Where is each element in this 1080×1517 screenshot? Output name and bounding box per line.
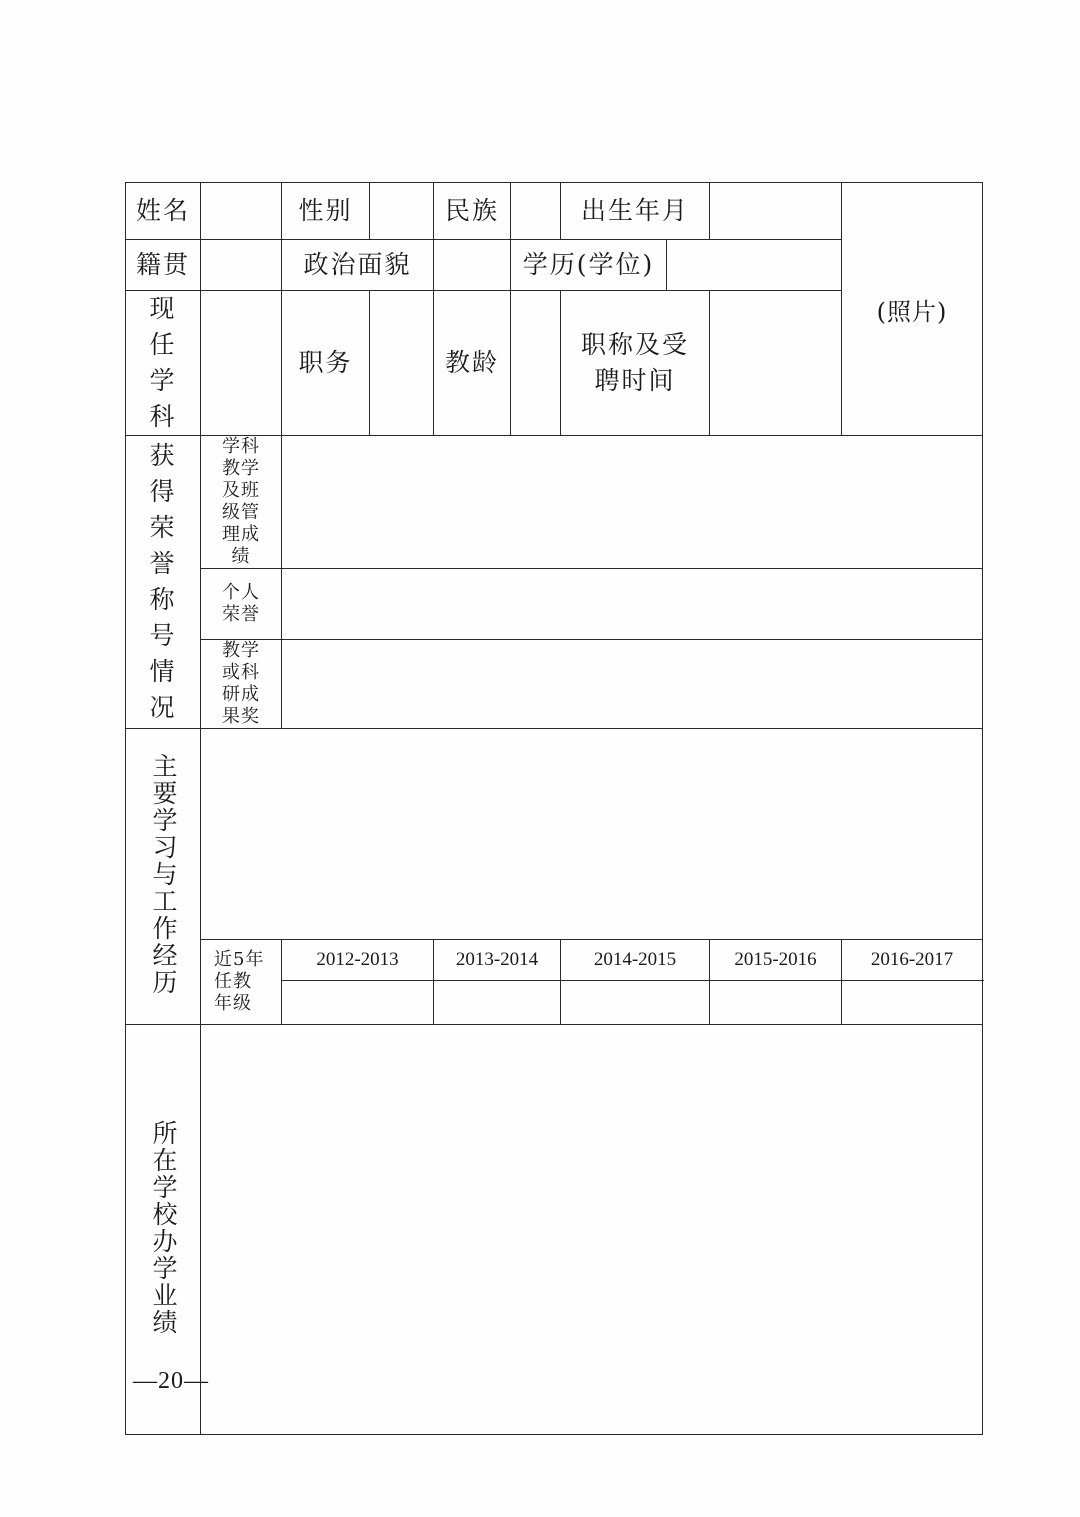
experience-field[interactable] [201,729,983,940]
political-status-field[interactable] [434,240,511,291]
ethnicity-field[interactable] [511,183,561,240]
school-achievements-label: 所在学校办学业绩 [126,1025,201,1435]
position-label: 职务 [282,291,370,436]
grade-cell[interactable] [434,981,561,1025]
teaching-years-field[interactable] [511,291,561,436]
name-field[interactable] [201,183,282,240]
page-number: —20— [133,1368,209,1394]
political-status-label: 政治面貌 [282,240,434,291]
recent-grades-label: 近5年任教年级 [201,940,282,1025]
experience-section-label: 主要学习与工作经历 [126,729,201,1025]
birth-date-label: 出生年月 [561,183,710,240]
photo-placeholder: (照片) [842,183,983,436]
native-place-label: 籍贯 [126,240,201,291]
research-award-field[interactable] [282,640,983,729]
teaching-management-field[interactable] [282,436,983,569]
current-subject-label: 现任学科 [126,291,201,436]
school-achievements-field[interactable] [201,1025,983,1435]
current-subject-field[interactable] [201,291,282,436]
teaching-years-label: 教龄 [434,291,511,436]
position-field[interactable] [370,291,434,436]
teaching-management-label: 学科教学及班级管理成绩 [201,436,282,569]
birth-date-field[interactable] [710,183,842,240]
honors-section-label: 获得荣誉称号情况 [126,436,201,729]
education-field[interactable] [667,240,842,291]
year-header: 2015-2016 [710,940,842,981]
research-award-label: 教学或科研成果奖 [201,640,282,729]
year-header: 2013-2014 [434,940,561,981]
grade-cell[interactable] [282,981,434,1025]
gender-field[interactable] [370,183,434,240]
year-header: 2014-2015 [561,940,710,981]
grade-cell[interactable] [710,981,842,1025]
personal-honors-field[interactable] [282,569,983,640]
gender-label: 性别 [282,183,370,240]
native-place-field[interactable] [201,240,282,291]
application-form-table [125,182,983,1435]
grade-cell[interactable] [561,981,710,1025]
title-hire-date-field[interactable] [710,291,842,436]
year-header: 2016-2017 [842,940,983,981]
year-header: 2012-2013 [282,940,434,981]
personal-honors-label: 个人荣誉 [201,569,282,640]
grade-cell[interactable] [842,981,983,1025]
education-label: 学历(学位) [511,240,667,291]
name-label: 姓名 [126,183,201,240]
ethnicity-label: 民族 [434,183,511,240]
title-hire-date-label: 职称及受聘时间 [561,291,710,436]
